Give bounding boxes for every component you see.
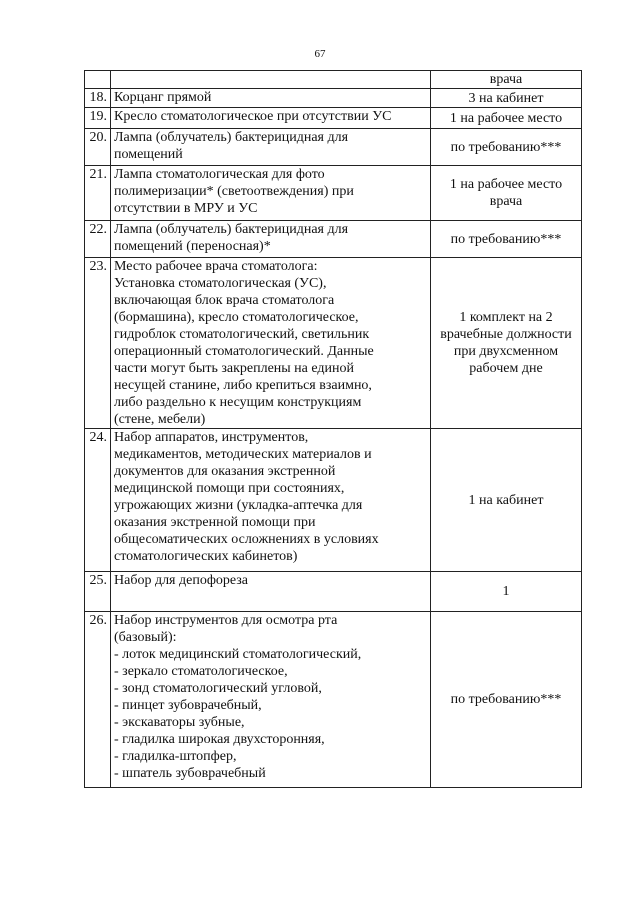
item-quantity xyxy=(431,89,582,108)
item-name-line: Установка стоматологическая (УС), xyxy=(114,276,327,291)
item-name-line: Кресло стоматологическое при отсутствии УС xyxy=(114,109,392,124)
item-name-line: операционный стоматологический. Данные xyxy=(114,344,374,359)
item-name-line: - лоток медицинский стоматологический, xyxy=(114,647,362,662)
item-name-line: несущей станине, либо крепиться взаимно, xyxy=(114,378,372,393)
item-name-line: части могут быть закреплены на единой xyxy=(114,361,355,376)
item-quantity-line: 1 комплект на 2 xyxy=(459,310,553,325)
item-name-line: - экскаваторы зубные, xyxy=(114,715,245,730)
item-name-line: Лампа стоматологическая для фото xyxy=(114,167,325,182)
item-quantity-line: по требованию*** xyxy=(450,231,562,247)
row-number: 20. xyxy=(85,129,111,166)
item-name-line: помещений xyxy=(114,147,183,162)
item-name-line: - зеркало стоматологическое, xyxy=(114,664,288,679)
table-row xyxy=(85,612,582,788)
item-quantity xyxy=(431,129,582,166)
item-name-line: медикаментов, методических материалов и xyxy=(114,447,372,462)
item-name-line: Место рабочее врача стоматолога: xyxy=(114,259,318,274)
item-name-line: Лампа (облучатель) бактерицидная для xyxy=(114,130,349,145)
item-name-line: Корцанг прямой xyxy=(114,90,212,105)
item-name xyxy=(111,129,431,166)
item-name-line: Набор для депофореза xyxy=(114,573,249,588)
item-name-line: (базовый): xyxy=(114,630,177,645)
item-name-line: - шпатель зубоврачебный xyxy=(114,766,266,781)
item-quantity-line: врачебные должности xyxy=(440,327,572,342)
item-name-line: медицинской помощи при состояниях, xyxy=(114,481,345,496)
row-number: 26. xyxy=(85,612,111,788)
item-quantity xyxy=(431,166,582,221)
item-quantity-line: рабочем дне xyxy=(469,361,543,376)
item-quantity xyxy=(431,572,582,612)
item-name xyxy=(111,258,431,429)
item-name-line: Набор аппаратов, инструментов, xyxy=(114,430,309,445)
row-number: 25. xyxy=(85,572,111,612)
item-name-line: Набор инструментов для осмотра рта xyxy=(114,613,338,628)
item-quantity xyxy=(431,221,582,258)
table-row xyxy=(85,166,582,221)
row-number: 22. xyxy=(85,221,111,258)
item-name xyxy=(111,572,431,612)
item-quantity-line: 1 на рабочее место xyxy=(449,110,563,126)
item-name-line: либо раздельно к несущим конструкциям xyxy=(114,395,362,410)
table-row xyxy=(85,129,582,166)
item-quantity xyxy=(431,108,582,129)
item-name xyxy=(111,221,431,258)
item-name-line: угрожающих жизни (укладка-аптечка для xyxy=(114,498,363,513)
item-quantity xyxy=(431,258,582,429)
table-row xyxy=(85,108,582,129)
item-name xyxy=(111,612,431,788)
item-name-line: общесоматических осложнениях в условиях xyxy=(114,532,379,547)
item-quantity-line: 1 на кабинет xyxy=(468,492,544,508)
table-row xyxy=(85,429,582,572)
item-name-line: полимеризации* (светоотвеждения) при xyxy=(114,184,354,199)
table-header-row xyxy=(85,71,582,89)
header-num-cell xyxy=(85,71,111,89)
item-name xyxy=(111,108,431,129)
table-row xyxy=(85,258,582,429)
header-name-cell xyxy=(111,71,431,89)
item-quantity-line: врача xyxy=(489,194,523,209)
item-quantity-line: по требованию*** xyxy=(450,692,562,707)
equipment-table xyxy=(84,70,582,788)
row-number: 21. xyxy=(85,166,111,221)
item-name-line: документов для оказания экстренной xyxy=(114,464,336,479)
item-name-line: - гладилка широкая двухсторонняя, xyxy=(114,732,325,747)
item-name-line: включающая блок врача стоматолога xyxy=(114,293,335,308)
table-row xyxy=(85,221,582,258)
item-name-line: Лампа (облучатель) бактерицидная для xyxy=(114,222,349,237)
item-quantity xyxy=(431,612,582,788)
item-quantity-line: при двухсменном xyxy=(453,344,559,359)
row-number: 23. xyxy=(85,258,111,429)
item-name xyxy=(111,429,431,572)
item-name xyxy=(111,89,431,108)
item-name-line: помещений (переносная)* xyxy=(114,239,271,254)
page-number: 67 xyxy=(314,48,326,60)
item-name xyxy=(111,166,431,221)
item-quantity-line: 1 xyxy=(502,584,510,599)
table-row xyxy=(85,572,582,612)
row-number: 24. xyxy=(85,429,111,572)
item-name-line: отсутствии в МРУ и УС xyxy=(114,201,258,216)
item-name-line: - пинцет зубоврачебный, xyxy=(114,698,262,713)
row-number: 18. xyxy=(85,89,111,108)
item-name-line: - гладилка-штопфер, xyxy=(114,749,237,764)
item-quantity-line: 1 на рабочее место xyxy=(449,177,563,192)
row-number: 19. xyxy=(85,108,111,129)
item-name-line: (бормашина), кресло стоматологическое, xyxy=(114,310,359,325)
item-name-line: оказания экстренной помощи при xyxy=(114,515,316,530)
item-name-line: (стене, мебели) xyxy=(114,412,206,427)
table-body xyxy=(85,71,582,788)
item-quantity xyxy=(431,429,582,572)
item-name-line: гидроблок стоматологический, светильник xyxy=(114,327,370,342)
table-row xyxy=(85,89,582,108)
item-name-line: - зонд стоматологический угловой, xyxy=(114,681,322,696)
item-quantity-line: 3 на кабинет xyxy=(468,90,544,106)
header-qty-cell: врача xyxy=(431,71,582,89)
item-quantity-line: по требованию*** xyxy=(450,139,562,155)
item-name-line: стоматологических кабинетов) xyxy=(114,549,298,564)
